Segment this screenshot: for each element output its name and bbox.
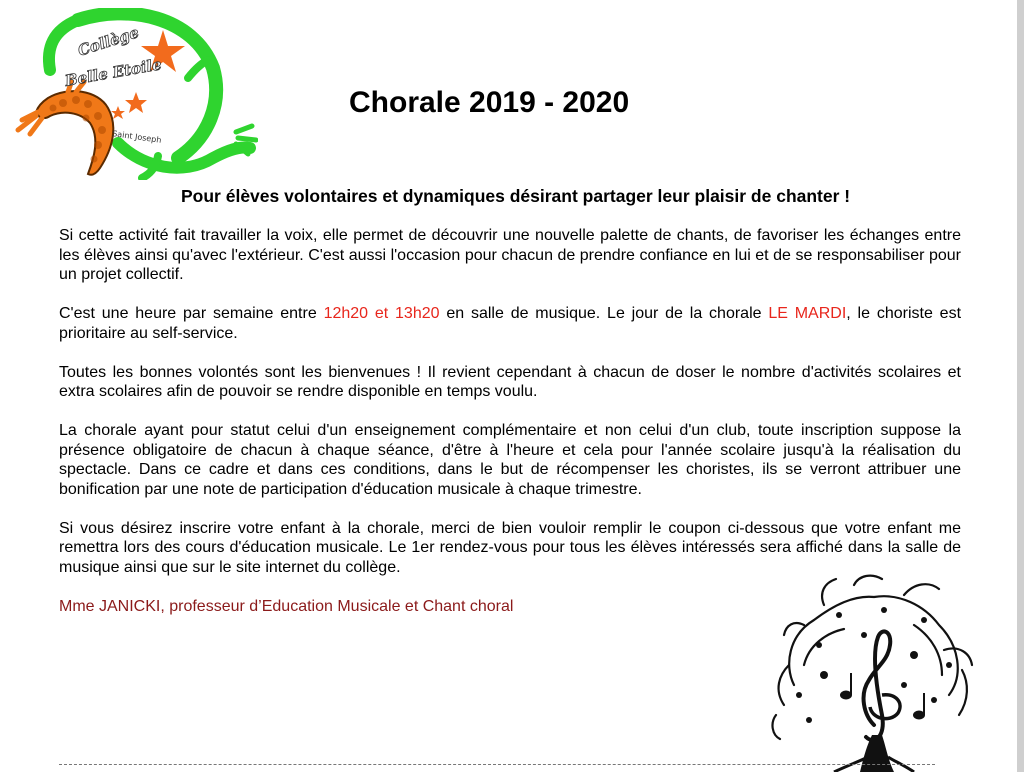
college-logo-icon bbox=[8, 8, 258, 180]
paragraph-intro: Si cette activité fait travailler la voix, elle permet de découvrir une nouvelle palette de chants, de favoriser les échanges entre les élèves ainsi qu'avec l'extérieur. C'est aussi l'occasion pour chacun de prendre confiance en lui et de se responsabiliser pour un projet collectif. bbox=[59, 227, 961, 283]
schedule-day: LE MARDI bbox=[768, 305, 847, 322]
paragraph-registration: Si vous désirez inscrire votre enfant à la chorale, merci de bien vouloir remplir le coupon ci-dessous que votre enfant me remettra lors des cours d'éducation musicale. Le 1er rendez-vous pour tous les élèves intéressés sera affiché dans la salle de musique ainsi que sur le site internet du collège. bbox=[59, 519, 961, 576]
schedule-time: 12h20 et 13h20 bbox=[323, 305, 440, 322]
page-subtitle: Pour élèves volontaires et dynamiques désirant partager leur plaisir de chanter ! bbox=[181, 186, 851, 206]
page-title: Chorale 2019 - 2020 bbox=[349, 86, 630, 119]
paragraph-rules: La chorale ayant pour statut celui d'un enseignement complémentaire et non celui d'un club, toute inscription suppose la présence obligatoire de chacun à chaque séance, d'être à l'heure et cela pour l'année scolaire jusqu'à la réalisation du spectacle. Dans ce cadre et dans ces conditions, dans le but de récompenser les choristes, ils se verront attribuer une bonification par une note de participation d'éducation musicale à chaque trimestre. bbox=[59, 422, 961, 498]
page-edge bbox=[1017, 0, 1024, 772]
signature: Mme JANICKI, professeur d’Education Musicale et Chant choral bbox=[59, 597, 514, 615]
paragraph-welcome: Toutes les bonnes volontés sont les bienvenues ! Il revient cependant à chacun de doser le nombre d'activités scolaires et extra scolaires afin de pouvoir se rendre disponible en temps voulu. bbox=[59, 363, 961, 400]
paragraph-schedule bbox=[59, 304, 961, 343]
logo-line2: Belle Etoile bbox=[63, 55, 163, 90]
coupon-cut-line bbox=[59, 764, 935, 765]
logo-line1: Collège bbox=[75, 23, 142, 60]
schedule-text-1: C'est une heure par semaine entre bbox=[59, 305, 324, 322]
schedule-text-2: en salle de musique. Le jour de la chorale bbox=[439, 305, 769, 322]
schedule-text-3: , le choriste est prioritaire au self-service. bbox=[59, 305, 962, 342]
music-tree-icon bbox=[764, 565, 980, 772]
logo-line3: Saint Joseph bbox=[111, 129, 162, 145]
